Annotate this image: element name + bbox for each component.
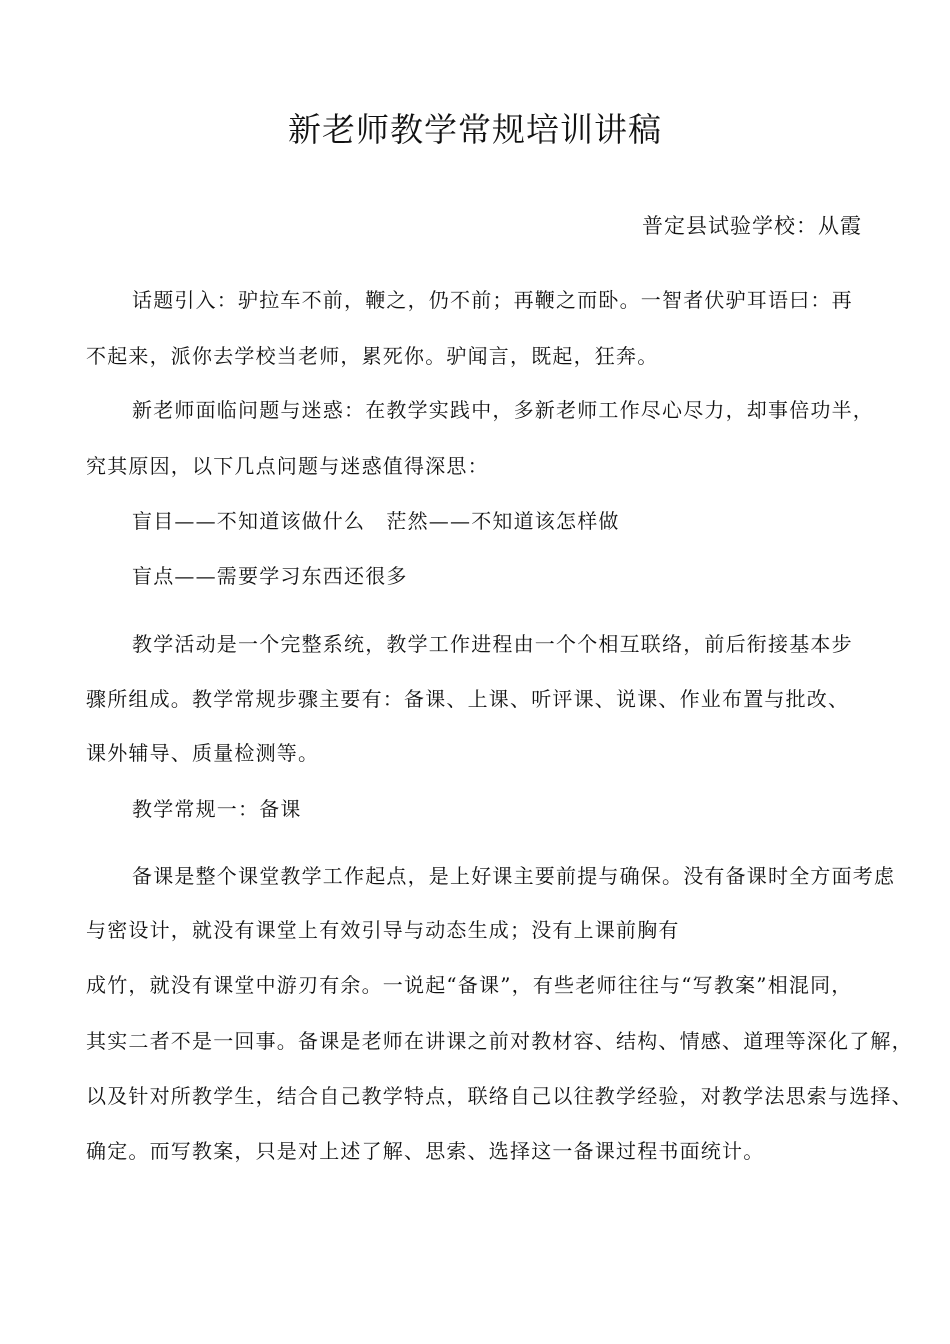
paragraph-line: 不起来，派你去学校当老师，累死你。驴闻言，既起，狂奔。 xyxy=(86,344,659,368)
paragraph-line: 骤所组成。教学常规步骤主要有：备课、上课、听评课、说课、作业布置与批改、 xyxy=(86,687,850,711)
paragraph-line: 其实二者不是一回事。备课是老师在讲课之前对教材容、结构、情感、道理等深化了解， xyxy=(86,1029,913,1053)
section-heading: 教学常规一：备课 xyxy=(132,797,302,821)
paragraph-line: 教学活动是一个完整系统，教学工作进程由一个个相互联络，前后衔接基本步 xyxy=(132,632,853,656)
paragraph-line: 与密设计，就没有课堂上有效引导与动态生成；没有上课前胸有 xyxy=(86,918,680,942)
author-line: 普定县试验学校：从霞 xyxy=(642,214,862,238)
paragraph-line: 课外辅导、质量检测等。 xyxy=(86,741,320,765)
paragraph-line: 究其原因，以下几点问题与迷惑值得深思： xyxy=(86,454,489,478)
paragraph-line: 话题引入：驴拉车不前，鞭之，仍不前；再鞭之而卧。一智者伏驴耳语曰：再 xyxy=(132,288,853,312)
paragraph-line: 盲目——不知道该做什么 茫然——不知道该怎样做 xyxy=(132,509,620,533)
paragraph-line: 成竹，就没有课堂中游刃有余。一说起“备课”，有些老师往往与“写教案”相混同， xyxy=(86,973,853,997)
paragraph-line: 盲点——需要学习东西还很多 xyxy=(132,564,408,588)
paragraph-line: 备课是整个课堂教学工作起点，是上好课主要前提与确保。没有备课时全方面考虑 xyxy=(132,864,896,888)
paragraph-line: 以及针对所教学生，结合自己教学特点，联络自己以往教学经验，对教学法思索与选择、 xyxy=(86,1084,913,1108)
paragraph-line: 新老师面临问题与迷惑：在教学实践中，多新老师工作尽心尽力，却事倍功半， xyxy=(132,398,874,422)
document-title: 新老师教学常规培训讲稿 xyxy=(288,110,662,149)
paragraph-line: 确定。而写教案，只是对上述了解、思索、选择这一备课过程书面统计。 xyxy=(86,1139,765,1163)
